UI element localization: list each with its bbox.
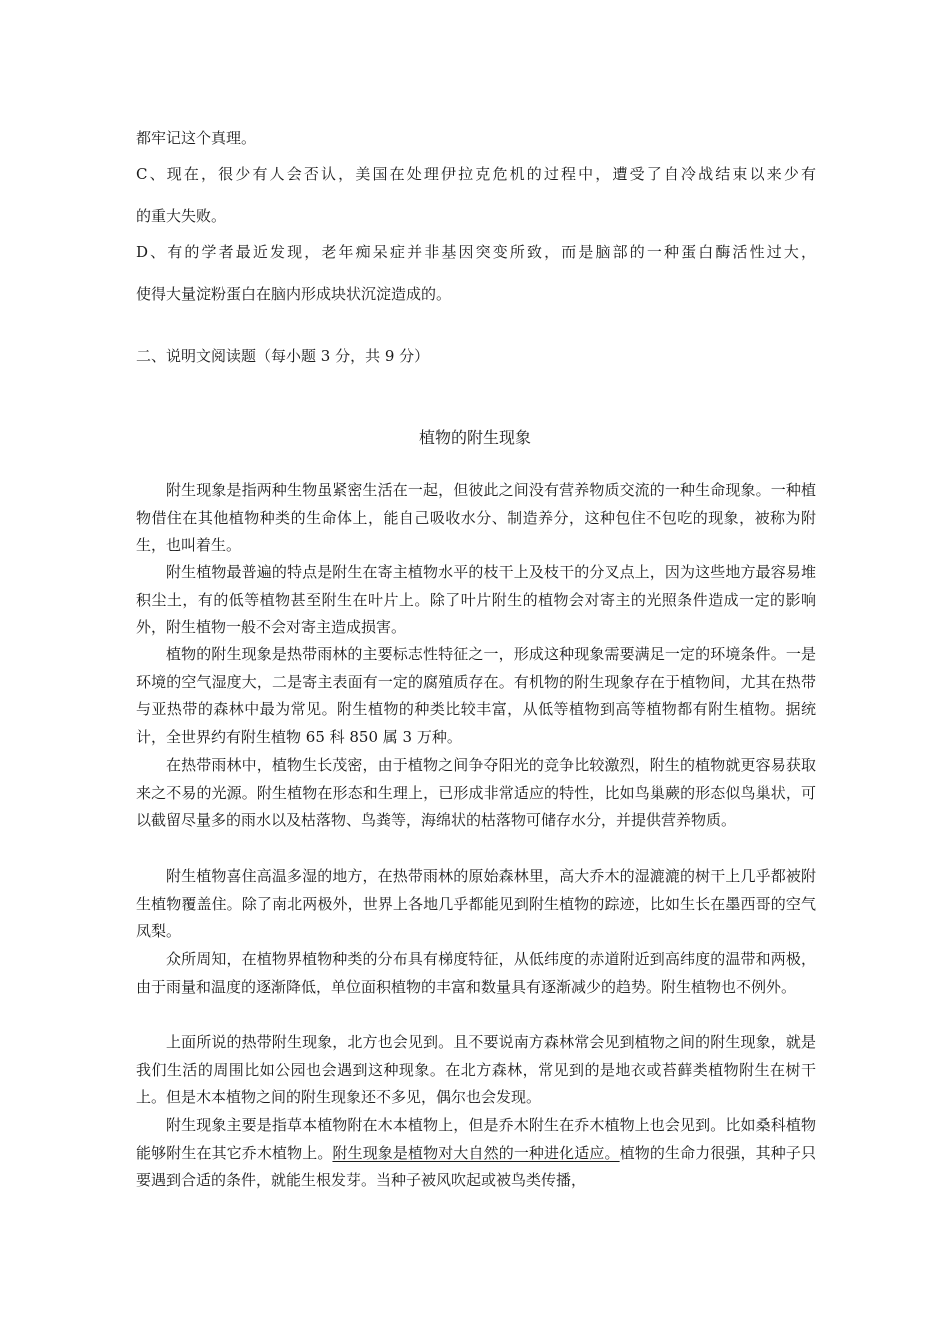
intro-line-truth: 都牢记这个真理。 <box>136 129 257 147</box>
article-paragraph: 在热带雨林中，植物生长茂密，由于植物之间争夺阳光的竞争比较激烈，附生的植物就更容易获取来之不易的光源。附生植物在形态和生理上，已形成非常适应的特性，比如鸟巢蕨的形态似鸟巢状，可以截留尽量多的雨水以及枯落物、鸟粪等，海绵状的枯落物可储存水分，并提供营养物质。 <box>136 756 816 829</box>
option-d-line-1: D、有的学者最近发现，老年痴呆症并非基因突变所致，而是脑部的一种蛋白酶活性过大， <box>136 243 816 261</box>
article-paragraph-last <box>136 1112 816 1195</box>
article-paragraph: 上面所说的热带附生现象，北方也会见到。且不要说南方森林常会见到植物之间的附生现象，就是我们生活的周围比如公园也会遇到这种现象。在北方森林，常见到的是地衣或苔藓类植物附生在树干上。但是木本植物之间的附生现象还不多见，偶尔也会发现。 <box>136 1033 816 1106</box>
option-c-line-2: 的重大失败。 <box>136 207 227 225</box>
article-paragraph: 众所周知，在植物界植物种类的分布具有梯度特征，从低纬度的赤道附近到高纬度的温带和两极，由于雨量和温度的逐渐降低，单位面积植物的丰富和数量具有逐渐减少的趋势。附生植物也不例外。 <box>136 950 816 996</box>
article-paragraph: 附生现象是指两种生物虽紧密生活在一起，但彼此之间没有营养物质交流的一种生命现象。一种植物借住在其他植物种类的生命体上，能自己吸收水分、制造养分，这种包住不包吃的现象，被称为附生，也叫着生。 <box>136 481 816 554</box>
article-paragraph: 附生植物最普遍的特点是附生在寄主植物水平的枝干上及枝干的分叉点上，因为这些地方最容易堆积尘土，有的低等植物甚至附生在叶片上。除了叶片附生的植物会对寄主的光照条件造成一定的影响外，附生植物一般不会对寄主造成损害。 <box>136 563 816 636</box>
paragraph-text: 附生现象主要是指草本植物附在木本植物上，但是乔木附生在乔木植物上也会见到。比如桑科植物能够附生在其它乔木植物上。 <box>136 1116 816 1162</box>
article-title: 植物的附生现象 <box>418 428 531 447</box>
article-paragraph: 附生植物喜住高温多湿的地方，在热带雨林的原始森林里，高大乔木的湿漉漉的树干上几乎都被附生植物覆盖住。除了南北两极外，世界上各地几乎都能见到附生植物的踪迹，比如生长在墨西哥的空气凤梨。 <box>136 867 816 940</box>
option-c-line-1: C、现在，很少有人会否认，美国在处理伊拉克危机的过程中，遭受了自冷战结束以来少有 <box>136 165 816 183</box>
section-heading: 二、说明文阅读题（每小题 3 分，共 9 分） <box>136 347 430 365</box>
underlined-sentence: 附生现象是植物对大自然的一种进化适应。 <box>332 1143 620 1162</box>
option-d-line-2: 使得大量淀粉蛋白在脑内形成块状沉淀造成的。 <box>136 285 452 303</box>
article-paragraph: 植物的附生现象是热带雨林的主要标志性特征之一，形成这种现象需要满足一定的环境条件。一是环境的空气湿度大，二是寄主表面有一定的腐殖质存在。有机物的附生现象存在于植物间，尤其在热带与亚热带的森林中最为常见。附生植物的种类比较丰富，从低等植物到高等植物都有附生植物。据统计，全世界约有附生植物 65 科 850 属 3 万种。 <box>136 645 816 746</box>
paragraph-text: 植物的生命力很强，其种子只要遇到合适的条件，就能生根发芽。当种子被风吹起或被鸟类传播， <box>136 1143 816 1189</box>
